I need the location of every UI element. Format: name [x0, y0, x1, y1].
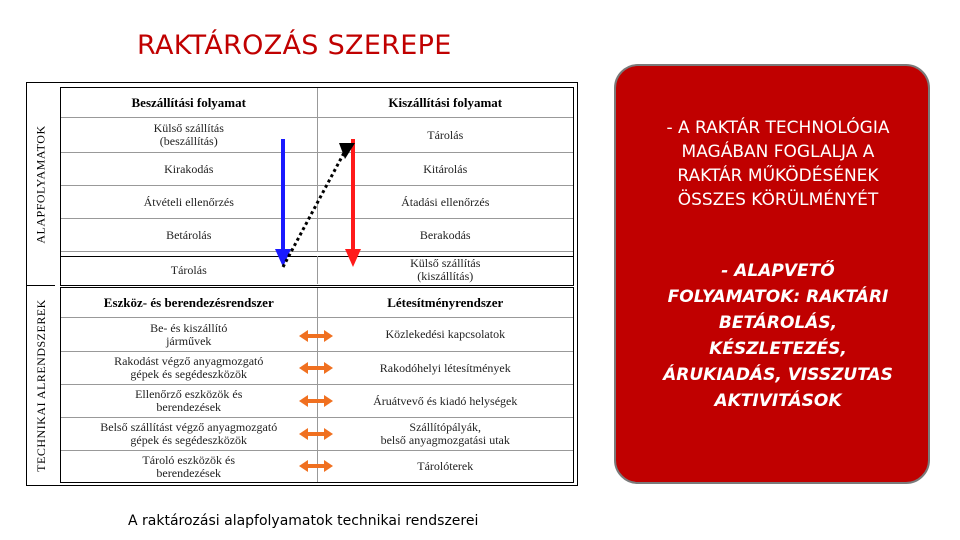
slide-title: RAKTÁROZÁS SZEREPE [137, 30, 452, 61]
inbound-step: Átvételi ellenőrzés [61, 186, 318, 218]
equipment-item: Rakodást végző anyagmozgató gépek és segédeszközök [61, 352, 318, 384]
point-basic-processes [630, 258, 926, 414]
facility-item: Tárolóterek [417, 459, 474, 473]
facility-item: Rakodóhelyi létesítmények [379, 360, 511, 375]
point-basic-processes-line: BETÁROLÁS, [718, 313, 838, 333]
inbound-step: Külső szállítás (beszállítás) [61, 118, 318, 152]
point-basic-processes-line: - ALAPVETŐ [721, 261, 835, 281]
table-row [61, 186, 573, 219]
outbound-step: Átadási ellenőrzés [401, 194, 490, 209]
equipment-item: Tároló eszközök és berendezések [61, 451, 318, 482]
facility-item: Közlekedési kapcsolatok [385, 327, 506, 341]
header-outbound-process: Kiszállítási folyamat [388, 95, 503, 110]
subsystem-table-header [61, 288, 573, 318]
table-row [61, 256, 573, 284]
table-row [61, 385, 573, 418]
point-basic-processes-line: KÉSZLETEZÉS, [709, 339, 847, 359]
inbound-step: Betárolás [61, 219, 318, 251]
table-row [61, 352, 573, 385]
outbound-step: Tárolás [427, 127, 464, 142]
vertical-label-processes-text: ALAPFOLYAMATOK [33, 124, 48, 244]
header-inbound-process: Beszállítási folyamat [61, 88, 318, 117]
facility-item: Szállítópályák, belső anyagmozgatási utak [380, 420, 510, 447]
facility-item: Áruátvevő és kiadó helységek [373, 393, 518, 408]
table-row [61, 219, 573, 252]
point-basic-processes-line: ÁRUKIADÁS, VISSZUTAS [663, 365, 893, 385]
point-technology [630, 116, 926, 212]
vertical-label-subsystems-text: TECHNIKAI ALRENDSZEREK [33, 298, 48, 472]
table-row [61, 153, 573, 186]
header-equipment-system: Eszköz- és berendezésrendszer [61, 288, 318, 317]
header-facility-system: Létesítményrendszer [387, 295, 504, 310]
inbound-step: Kirakodás [61, 153, 318, 185]
info-panel [614, 64, 930, 484]
point-technology-line: MAGÁBAN FOGLALJA A [681, 142, 875, 162]
equipment-item: Ellenőrző eszközök és berendezések [61, 385, 318, 417]
process-table-last-row [60, 256, 574, 286]
table-row [61, 118, 573, 153]
vertical-label-subsystems [27, 285, 55, 485]
process-table-header [61, 88, 573, 118]
table-row [61, 318, 573, 352]
process-figure [26, 82, 578, 486]
subsystem-table [60, 287, 574, 483]
process-table [60, 87, 574, 257]
point-technology-line: RAKTÁR MŰKÖDÉSÉNEK [677, 166, 879, 186]
point-technology-line: ÖSSZES KÖRÜLMÉNYÉT [677, 190, 879, 210]
outbound-step: Külső szállítás (kiszállítás) [410, 256, 481, 283]
table-row [61, 451, 573, 482]
inbound-step: Tárolás [61, 256, 318, 284]
figure-caption: A raktározási alapfolyamatok technikai rendszerei [128, 513, 479, 529]
outbound-step: Kitárolás [423, 161, 468, 176]
table-row [61, 418, 573, 451]
outbound-step: Berakodás [419, 227, 471, 242]
vertical-label-processes [27, 83, 55, 286]
equipment-item: Belső szállítást végző anyagmozgató gépek és segédeszközök [61, 418, 318, 450]
point-basic-processes-line: AKTIVITÁSOK [714, 391, 842, 411]
point-technology-line: - A RAKTÁR TECHNOLÓGIA [666, 118, 890, 138]
point-basic-processes-line: FOLYAMATOK: RAKTÁRI [667, 287, 889, 307]
equipment-item: Be- és kiszállító járművek [61, 318, 318, 351]
